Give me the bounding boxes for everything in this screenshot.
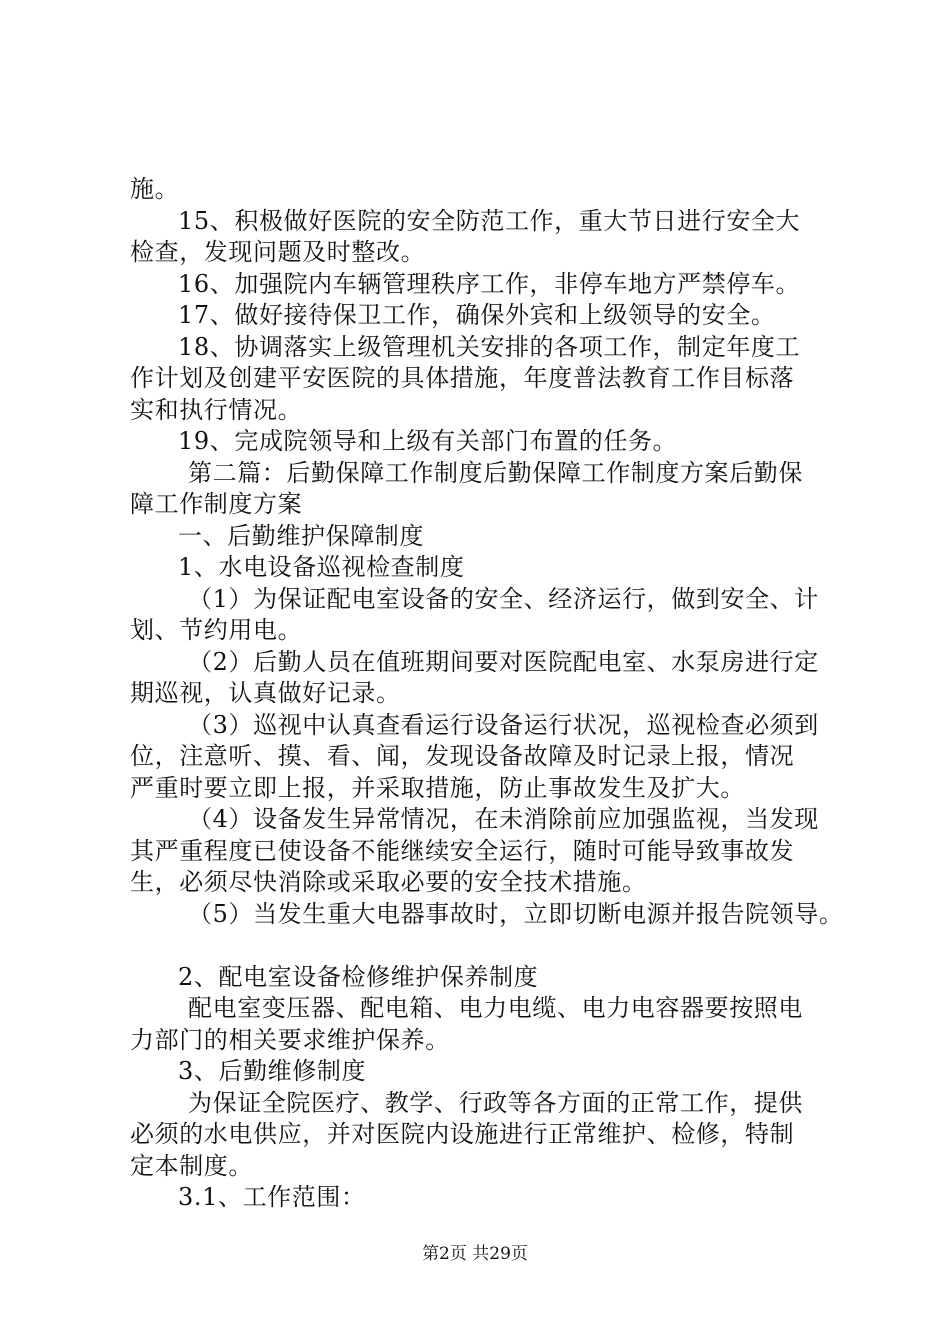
subsection-heading: 1、水电设备巡视检查制度 — [178, 553, 465, 581]
section-heading: 第二篇：后勤保障工作制度后勤保障工作制度方案后勤保 — [188, 458, 803, 487]
text-line: （4）设备发生异常情况，在未消除前应加强监视，当发现 — [188, 805, 819, 833]
text-line: 15、积极做好医院的安全防范工作，重大节日进行安全大 — [178, 206, 801, 235]
text-line: 严重时要立即上报，并采取措施，防止事故发生及扩大。 — [130, 773, 745, 802]
text-line: 作计划及创建平安医院的具体措施，年度普法教育工作目标落 — [130, 364, 795, 392]
text-line: 19、完成院领导和上级有关部门布置的任务。 — [178, 427, 678, 455]
subsection-heading: 3.1、工作范围： — [178, 1183, 366, 1211]
text-line: 施。 — [130, 175, 180, 203]
text-line: 期巡视，认真做好记录。 — [130, 679, 401, 707]
text-line: 其严重程度已使设备不能继续安全运行，随时可能导致事故发 — [130, 836, 795, 865]
document-body — [130, 174, 850, 1214]
text-line: 力部门的相关要求维护保养。 — [130, 1025, 450, 1054]
text-line: 17、做好接待保卫工作，确保外宾和上级领导的安全。 — [178, 301, 776, 329]
text-line: （5）当发生重大电器事故时，立即切断电源并报告院领导。 — [188, 899, 844, 928]
text-line: 检查，发现问题及时整改。 — [130, 238, 426, 266]
text-line: 生，必须尽快消除或采取必要的安全技术措施。 — [130, 868, 647, 896]
section-heading: 障工作制度方案 — [130, 490, 303, 518]
text-line: 划、节约用电。 — [130, 616, 303, 644]
text-line: 为保证全院医疗、教学、行政等各方面的正常工作，提供 — [188, 1088, 803, 1117]
text-line: （1）为保证配电室设备的安全、经济运行，做到安全、计 — [188, 584, 819, 613]
text-line: 16、加强院内车辆管理秩序工作，非停车地方严禁停车。 — [178, 269, 801, 298]
subsection-heading: 2、配电室设备检修维护保养制度 — [178, 962, 539, 991]
text-line: 必须的水电供应，并对医院内设施进行正常维护、检修，特制 — [130, 1120, 795, 1148]
text-line: 定本制度。 — [130, 1151, 253, 1180]
text-line: 18、协调落实上级管理机关安排的各项工作，制定年度工 — [178, 332, 801, 361]
page-number-footer: 第2页 共29页 — [422, 1244, 528, 1264]
text-line: （2）后勤人员在值班期间要对医院配电室、水泵房进行定 — [188, 647, 819, 676]
text-line: 配电室变压器、配电箱、电力电缆、电力电容器要按照电 — [188, 994, 803, 1022]
blank-line — [130, 930, 850, 962]
subsection-heading: 3、后勤维修制度 — [178, 1057, 367, 1085]
subsection-heading: 一、后勤维护保障制度 — [178, 521, 424, 550]
text-line: （3）巡视中认真查看运行设备运行状况，巡视检查必须到 — [188, 710, 819, 739]
text-line: 位，注意听、摸、看、闻，发现设备故障及时记录上报，情况 — [130, 742, 795, 770]
text-line: 实和执行情况。 — [130, 395, 303, 424]
